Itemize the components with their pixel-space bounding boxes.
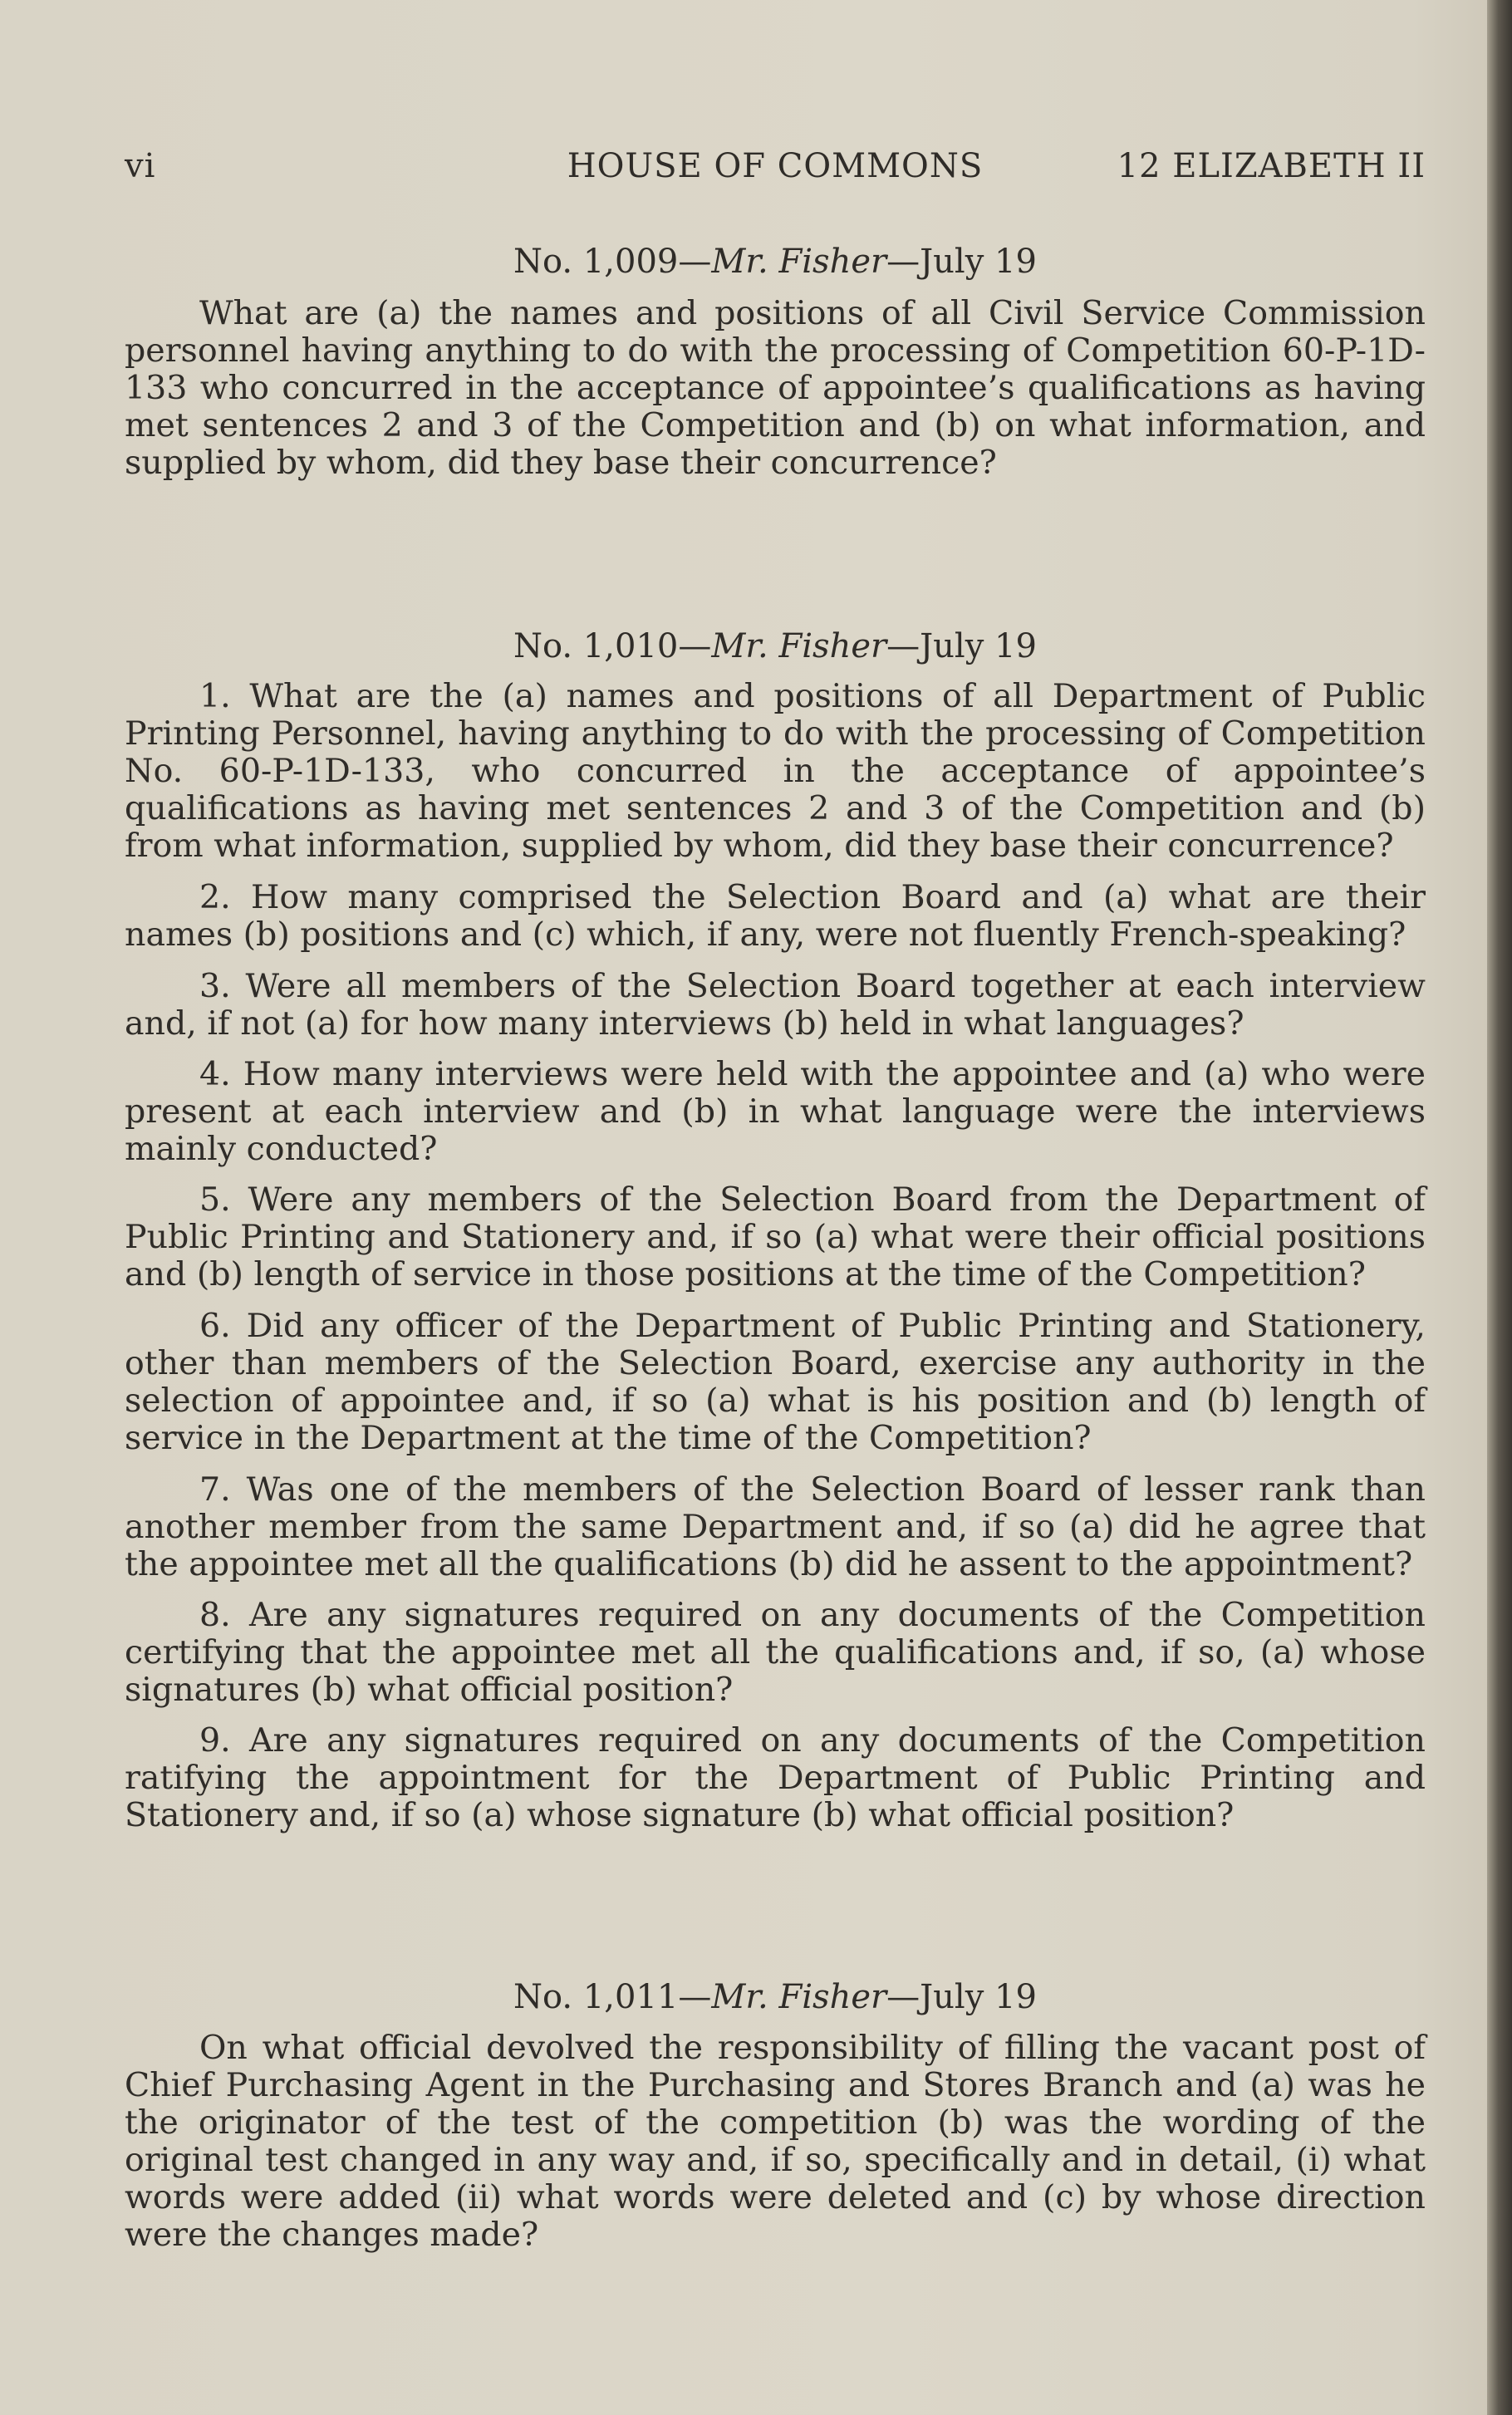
question-date: July 19 xyxy=(920,243,1037,281)
question-date: July 19 xyxy=(920,627,1037,665)
page-binding-edge xyxy=(1487,0,1512,2415)
question-date: July 19 xyxy=(920,1978,1037,2016)
question-1011-text: On what official devolved the responsibility of filling the vacant post of Chief Purchasing Agent in the Purchasing and Stores Branch and (a) was he the originator of the test of the competition (b) was the wording of the original test changed in any way and, if so, specifically and in detail, (i) what words were added (ii) what words were deleted and (c) by whose direction were the changes made? xyxy=(125,2029,1426,2254)
question-member: Mr. Fisher xyxy=(711,627,887,665)
question-1010-item-1: 1. What are the (a) names and positions of all Department of Public Printing Personnel, having anything to do with the processing of Competition No. 60-P-1D-133, who concurred in the acceptance of appointee’s qualifications as having met sentences 2 and 3 of the Competition and (b) from what information, supplied by whom, did they base their concurrence? xyxy=(125,677,1426,865)
question-1010-item-6: 6. Did any officer of the Department of Public Printing and Stationery, other than members of the Selection Board, exercise any authority in the selection of appointee and, if so (a) what is his position and (b) length of service in the Department at the time of the Competition? xyxy=(125,1307,1426,1457)
question-1010-item-7: 7. Was one of the members of the Selection Board of lesser rank than another member from the same Department and, if so (a) did he agree that the appointee met all the qualifications (b) did he assent to the appointment? xyxy=(125,1470,1426,1583)
question-1009-text: What are (a) the names and positions of all Civil Service Commission personnel having anything to do with the processing of Competition 60-P-1D-133 who concurred in the acceptance of appointee’s qualifications as having met sentences 2 and 3 of the Competition and (b) on what information, and supplied by whom, did they base their concurrence? xyxy=(125,294,1426,482)
question-1010-item-9: 9. Are any signatures required on any documents of the Competition ratifying the appointment for the Department of Public Printing and Stationery and, if so (a) whose signature (b) what official position? xyxy=(125,1721,1426,1834)
question-number: No. 1,009 xyxy=(513,243,679,281)
question-number: No. 1,011 xyxy=(513,1978,679,2016)
header-title: HOUSE OF COMMONS xyxy=(567,147,984,185)
question-1010-item-3: 3. Were all members of the Selection Board together at each interview and, if not (a) for how many interviews (b) held in what languages? xyxy=(125,967,1426,1043)
page-number: vi xyxy=(125,147,156,185)
question-member: Mr. Fisher xyxy=(711,1978,887,2016)
header-session: 12 ELIZABETH II xyxy=(1117,147,1426,185)
question-heading-1011: No. 1,011—Mr. Fisher—July 19 xyxy=(513,1978,1037,2016)
question-1010-item-8: 8. Are any signatures required on any documents of the Competition certifying that the appointee met all the qualifications and, if so, (a) whose signatures (b) what official position? xyxy=(125,1596,1426,1709)
question-number: No. 1,010 xyxy=(513,627,679,665)
question-heading-1010: No. 1,010—Mr. Fisher—July 19 xyxy=(513,627,1037,665)
question-heading-1009: No. 1,009—Mr. Fisher—July 19 xyxy=(513,243,1037,281)
question-1010-item-5: 5. Were any members of the Selection Board from the Department of Public Printing and Stationery and, if so (a) what were their official positions and (b) length of service in those positions at the time of the Competition? xyxy=(125,1181,1426,1293)
question-1010-item-2: 2. How many comprised the Selection Board and (a) what are their names (b) positions and (c) which, if any, were not fluently French-speaking? xyxy=(125,878,1426,954)
question-member: Mr. Fisher xyxy=(711,243,887,281)
question-1010-item-4: 4. How many interviews were held with the appointee and (a) who were present at each interview and (b) in what language were the interviews mainly conducted? xyxy=(125,1055,1426,1168)
